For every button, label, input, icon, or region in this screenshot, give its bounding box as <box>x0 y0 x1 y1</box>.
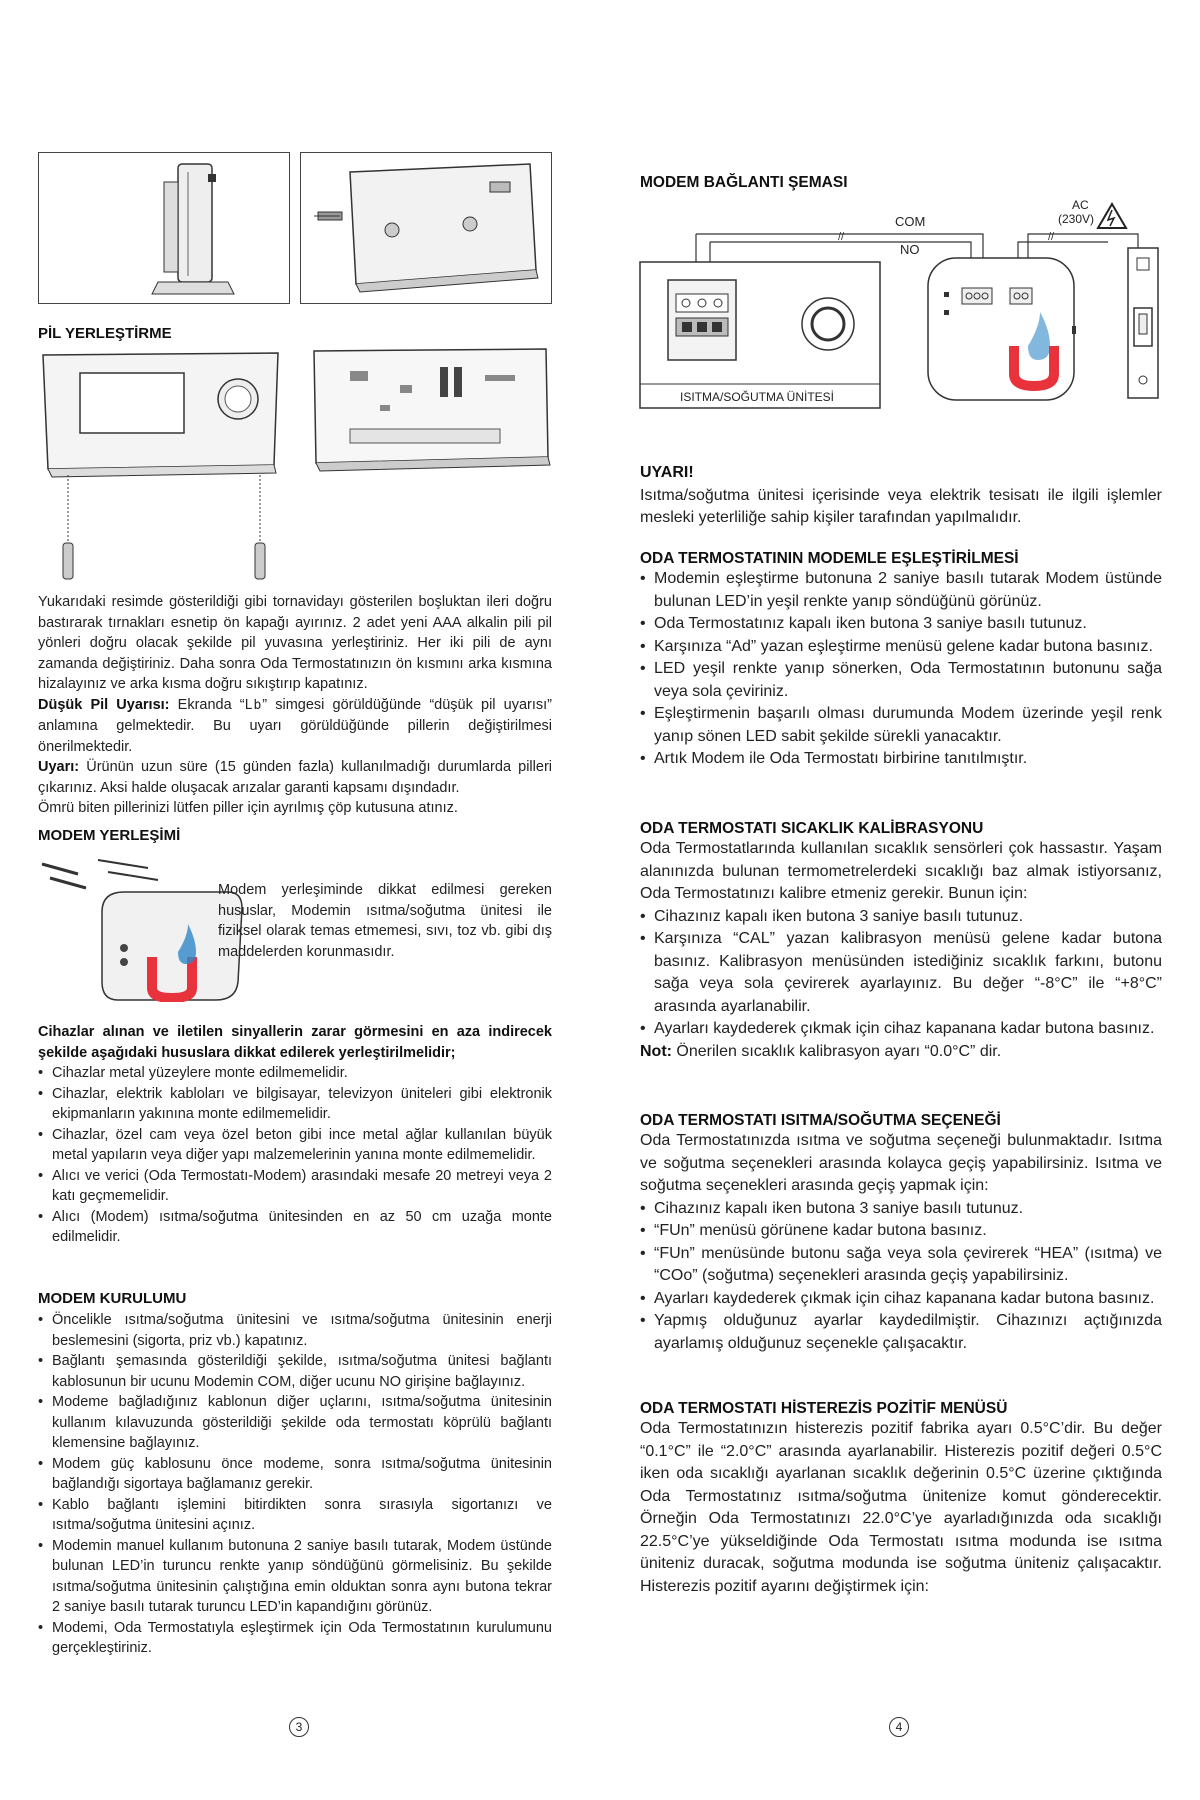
diagram-ac-label: AC <box>1072 198 1089 212</box>
list-item: • “FUn” menüsünde butonu sağa veya sola çevirerek “HEA” (ısıtma) ve “COo” (soğutma) seçenekleri arasında geçiş yapabilirsiniz. <box>640 1243 1162 1288</box>
calibration-note-label: Not: <box>640 1042 672 1060</box>
safety-warning-text: Isıtma/soğutma ünitesi içerisinde veya elektrik tesisatı ile ilgili işlemler mesleki yeterliliğe sahip kişiler tarafından yapılmalıdır. <box>640 486 1162 526</box>
storage-warning-text: Ürünün uzun süre (15 günden fazla) kullanılmadığı durumlarda pilleri çıkarınız. Aksi halde oluşacak arızalar garanti kapsamı dışındadır. <box>38 759 552 796</box>
heat-cool-section <box>640 1112 1162 1355</box>
heat-cool-title: ODA TERMOSTATI ISITMA/SOĞUTMA SEÇENEĞİ <box>640 1112 1001 1129</box>
page-number-right: 4 <box>889 1717 909 1737</box>
diagram-no-label: NO <box>900 242 920 257</box>
low-battery-warning <box>38 695 552 758</box>
list-item: • Ayarları kaydederek çıkmak için cihaz kapanana kadar butona basınız. <box>640 1288 1162 1311</box>
calibration-list <box>640 906 1162 1041</box>
back-plate-figure <box>300 152 552 304</box>
devices-list <box>38 1063 552 1248</box>
list-item: • Ayarları kaydederek çıkmak için cihaz kapanana kadar butona basınız. <box>640 1018 1162 1041</box>
list-item: • Oda Termostatınız kapalı iken butona 3 saniye basılı tutunuz. <box>640 613 1162 636</box>
pairing-list <box>640 568 1162 771</box>
modem-install-section <box>38 1310 552 1659</box>
diagram-unit-label: ISITMA/SOĞUTMA ÜNİTESİ <box>680 390 835 404</box>
list-item: • Alıcı ve verici (Oda Termostatı-Modem) arasındaki mesafe 20 metreyi veya 2 katı geçmemelidir. <box>38 1166 552 1207</box>
thermostat-front-open-figure <box>38 345 283 585</box>
safety-warning <box>640 462 1162 530</box>
modem-placement-text: Modem yerleşiminde dikkat edilmesi gereken hususlar, Modemin ısıtma/soğutma ünitesi ile fiziksel olarak temas etmemesi, sıvı, toz vb. gibi dış maddelerden korunmasıdır. <box>218 882 552 960</box>
storage-warning-label: Uyarı: <box>38 759 80 775</box>
diagram-ac-voltage: (230V) <box>1058 212 1095 226</box>
diagram-title: MODEM BAĞLANTI ŞEMASI <box>640 174 848 191</box>
battery-text-block <box>38 592 552 819</box>
list-item: • Alıcı (Modem) ısıtma/soğutma ünitesinden en az 50 cm uzağa monte edilmelidir. <box>38 1207 552 1248</box>
modem-install-title: MODEM KURULUMU <box>38 1290 187 1307</box>
list-item: • Bağlantı şemasında gösterildiği şekilde, ısıtma/soğutma ünitesi bağlantı kablosunun bir ucunu Modemin COM, diğer ucunu NO girişine bağlayınız. <box>38 1351 552 1392</box>
devices-intro: Cihazlar alınan ve iletilen sinyallerin zarar görmesini en aza indirecek şekilde aşağıdaki hususlara dikkat edilerek yerleştirilmelidir; <box>38 1024 552 1061</box>
heat-cool-text: Oda Termostatınızda ısıtma ve soğutma seçeneği bulunmaktadır. Isıtma ve soğutma seçenekleri arasında kolayca geçiş yapabilirsiniz. Isıtma ve soğutma seçenekleri arasında geçiş yapmak için: <box>640 1132 1162 1194</box>
list-item: • Artık Modem ile Oda Termostatı birbirine tanıtılmıştır. <box>640 748 1162 771</box>
hysteresis-text: Oda Termostatınızın histerezis pozitif fabrika ayarı 0.5°C’dir. Bu değer “0.1°C” ile “2.0°C” arasında ayarlanabilir. Histerezis pozitif değeri 0.5°C iken oda sıcaklığı ayarlanan sıcaklık değerinin 0.5°C üzerine çıktığında Oda Termostatınız ısıtma/soğutma ünitenize komut gönderecektir. Örneğin Oda Termostatınızı 22.0°C’ye ayarladığınızda oda sıcaklığı 22.5°C’ye yükseldiğinde Oda Termostatı ısıtma modunda ise ısıtma üniteniz duracak, soğutma modunda ise soğutma üniteniz çalışacaktır. Histerezis pozitif ayarını değiştirmek için: <box>640 1420 1162 1595</box>
modem-install-list <box>38 1310 552 1659</box>
calibration-note <box>640 1041 1162 1064</box>
list-item: • Cihazlar metal yüzeylere monte edilmemelidir. <box>38 1063 552 1084</box>
pairing-title: ODA TERMOSTATININ MODEMLE EŞLEŞTİRİLMESİ <box>640 550 1019 567</box>
list-item: • LED yeşil renkte yanıp sönerken, Oda Termostatının butonunu sağa veya sola çeviriniz. <box>640 658 1162 703</box>
pairing-section <box>640 550 1162 771</box>
list-item: • Modemin manuel kullanım butonuna 2 saniye basılı tutarak, Modem üstünde bulunan LED’in turuncu renkte yanıp söndüğünü görmelisiniz. Bu şekilde ısıtma/soğutma ünitesinin çalıştığına emin olduktan sonra aynı butona tekrar 2 saniye basılı tutarak turuncu LED’in kapandığını görünüz. <box>38 1536 552 1618</box>
svg-text://: // <box>1048 231 1055 243</box>
list-item: • Modem güç kablosunu önce modeme, sonra ısıtma/soğutma ünitesinin bağlandığı sigortaya bağlamanız gerekir. <box>38 1454 552 1495</box>
low-battery-code: Lb <box>244 697 263 713</box>
list-item: • Karşınıza “CAL” yazan kalibrasyon menüsü gelene kadar butona basınız. Kalibrasyon menüsünden istediğiniz sıcaklık farkını, butonu sağa veya sola çevirerek ayarlayınız. Bu değer “-8°C” ile “+8°C” arasında ayarlanabilir. <box>640 928 1162 1018</box>
list-item: • Cihazınız kapalı iken butona 3 saniye basılı tutunuz. <box>640 906 1162 929</box>
list-item: • “FUn” menüsü görünene kadar butona basınız. <box>640 1220 1162 1243</box>
battery-section-title: PİL YERLEŞTİRME <box>38 325 172 342</box>
list-item: • Öncelikle ısıtma/soğutma ünitesini ve ısıtma/soğutma ünitesinin enerji beslemesini (sigorta, priz vb.) kapatınız. <box>38 1310 552 1351</box>
safety-warning-title: UYARI! <box>640 464 694 481</box>
storage-warning <box>38 757 552 798</box>
calibration-section <box>640 820 1162 1063</box>
list-item: • Cihazınız kapalı iken butona 3 saniye basılı tutunuz. <box>640 1198 1162 1221</box>
wiring-diagram <box>638 196 1163 458</box>
calibration-title: ODA TERMOSTATI SICAKLIK KALİBRASYONU <box>640 820 984 837</box>
list-item: • Cihazlar, elektrik kabloları ve bilgisayar, televizyon üniteleri gibi elektronik ekipmanların yakınına monte edilmemelidir. <box>38 1084 552 1125</box>
list-item: • Yapmış olduğunuz ayarlar kaydedilmiştir. Cihazınızı açtığınızda ayarlamış olduğunuz seçenekle çalışacaktır. <box>640 1310 1162 1355</box>
list-item: • Cihazlar, özel cam veya özel beton gibi ince metal ağlar kullanılan büyük metal yapıların veya diğer yapı malzemelerinin yanına monte edilmemelidir. <box>38 1125 552 1166</box>
hysteresis-title: ODA TERMOSTATI HİSTEREZİS POZİTİF MENÜSÜ <box>640 1400 1008 1417</box>
list-item: • Karşınıza “Ad” yazan eşleştirme menüsü gelene kadar butona basınız. <box>640 636 1162 659</box>
low-battery-post: ” simgesi görüldüğünde “düşük pil uyarısı” anlamına gelmektedir. Bu uyarı görüldüğünde pillerin değiştirilmesi önerilmektedir. <box>38 696 552 755</box>
page-number-left: 3 <box>289 1717 309 1737</box>
thermostat-side-view-figure <box>38 152 290 304</box>
list-item: • Eşleştirmenin başarılı olması durumunda Modem üzerinde yeşil renk yanıp sönen LED sabit şekilde sürekli yanacaktır. <box>640 703 1162 748</box>
battery-instructions: Yukarıdaki resimde gösterildiği gibi tornavidayı gösterilen boşluktan ileri doğru bastırarak tırnakları esnetip ön kapağı ayırınız. 2 adet yeni AAA alkalin pili pil yönleri doğru olacak şekilde pil yuvasına yerleştiriniz. Her iki pili de aynı zamanda değiştiriniz. Daha sonra Oda Termostatınızın ön kısmını arka kısmına hizalayınız ve arka kısma doğru sıkıştırıp kapatınız. <box>38 594 552 692</box>
modem-placement-title: MODEM YERLEŞİMİ <box>38 827 181 844</box>
calibration-note-text: Önerilen sıcaklık kalibrasyon ayarı “0.0°C” dir. <box>671 1042 1002 1060</box>
battery-dispose-text: Ömrü biten pillerinizi lütfen piller için ayrılmış çöp kutusuna atınız. <box>38 800 458 816</box>
list-item: • Kablo bağlantı işlemini bitirdikten sonra sırasıyla sigortanızı ve ısıtma/soğutma ünitesini açınız. <box>38 1495 552 1536</box>
list-item: • Modemi, Oda Termostatıyla eşleştirmek için Oda Termostatının kurulumunu gerçekleştiriniz. <box>38 1618 552 1659</box>
battery-compartment-figure <box>310 345 552 475</box>
low-battery-pre: Ekranda “ <box>169 696 245 713</box>
hysteresis-section <box>640 1400 1162 1598</box>
heat-cool-list <box>640 1198 1162 1356</box>
svg-text://: // <box>838 231 845 243</box>
diagram-com-label: COM <box>895 214 926 229</box>
devices-section <box>38 1022 552 1248</box>
low-battery-label: Düşük Pil Uyarısı: <box>38 696 170 713</box>
modem-device-figure <box>38 852 243 1002</box>
list-item: • Modemin eşleştirme butonuna 2 saniye basılı tutarak Modem üstünde bulunan LED’in yeşil renkte yanıp söndüğünü görünüz. <box>640 568 1162 613</box>
list-item: • Modeme bağladığınız kablonun diğer uçlarını, ısıtma/soğutma ünitesinin kullanım kılavuzunda gösterildiği şekilde oda termostatı köprülü bağlantı klemensine bağlayınız. <box>38 1392 552 1454</box>
calibration-text: Oda Termostatlarında kullanılan sıcaklık sensörleri çok hassastır. Yaşam alanınızda bulunan termometrelerdeki sıcaklığı baz almak istiyorsanız, Oda Termostatınızı kalibre etmeniz gerekir. Bunun için: <box>640 840 1162 902</box>
